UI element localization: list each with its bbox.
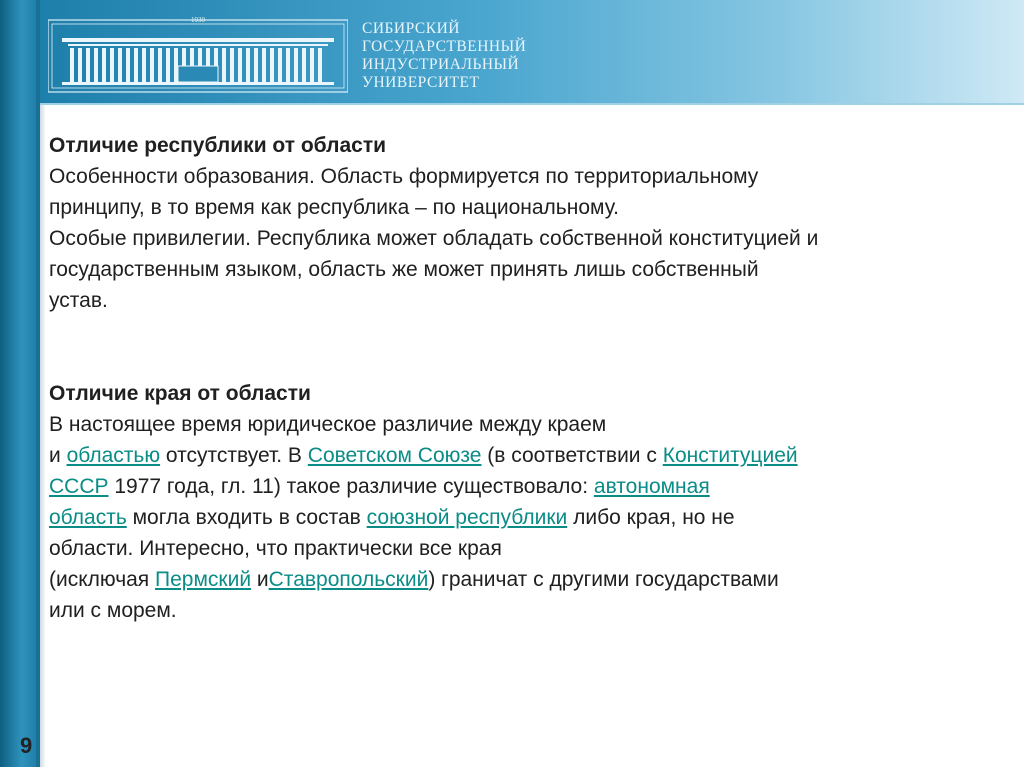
section2-line-4 [49,502,989,533]
section1-line-2: принципу, в то время как республика – по национальному. [49,196,619,219]
university-name-line-2: ГОСУДАРСТВЕННЫЙ [362,38,527,55]
university-name-line-3: ИНДУСТРИАЛЬНЫЙ [362,56,520,73]
link-autonomous[interactable]: автономная [593,475,710,498]
text-fragment: (в соответствии с [481,444,663,467]
link-union-republic[interactable]: союзной республики [366,506,568,529]
section2-line-6 [49,564,989,595]
left-accent-bar [0,0,40,767]
section-title-krai-vs-oblast: Отличие края от области [49,382,311,405]
link-perm[interactable]: Пермский [155,568,252,591]
text-fragment: (исключая [49,568,156,591]
section2-line-7: или с морем. [49,599,177,622]
text-fragment: и [49,444,67,467]
link-oblast[interactable]: областью [66,444,161,467]
section1-line-4: государственным языком, область же может принять лишь собственный [49,258,759,281]
text-fragment: отсутствует. В [160,444,308,467]
text-fragment: и [251,568,269,591]
link-soviet-union[interactable]: Советском Союзе [307,444,482,467]
text-fragment: 1977 года, гл. 11) такое различие существовало: [108,475,594,498]
section-spacer [49,316,989,378]
university-name [362,20,526,92]
slide-content [49,130,989,626]
link-ussr[interactable]: СССР [49,475,109,498]
section1-line-3: Особые привилегии. Республика может обладать собственной конституцией и [49,227,819,250]
text-fragment: могла входить в состав [126,506,367,529]
university-building-logo [48,14,348,94]
link-oblast-2[interactable]: область [49,506,127,529]
link-constitution[interactable]: Конституцией [662,444,798,467]
text-fragment: ) граничат с другими государствами [428,568,779,591]
link-stavropol[interactable]: Ставропольский [268,568,429,591]
section1-line-5: устав. [49,289,108,312]
header-banner [40,0,1024,105]
section-title-republic-vs-oblast: Отличие республики от области [49,134,387,157]
section2-line-2 [49,440,989,471]
logo-year: 1930 [191,16,205,24]
text-fragment: либо края, но не [567,506,735,529]
university-name-line-1: СИБИРСКИЙ [362,20,460,37]
university-name-line-4: УНИВЕРСИТЕТ [362,74,480,91]
section1-line-1: Особенности образования. Область формируется по территориальному [49,165,759,188]
section2-line-1: В настоящее время юридическое различие между краем [49,413,607,436]
section2-line-3 [49,471,989,502]
slide-page-number: 9 [20,733,33,758]
section2-line-5: области. Интересно, что практически все края [49,537,502,560]
left-accent-shadow [36,0,46,767]
